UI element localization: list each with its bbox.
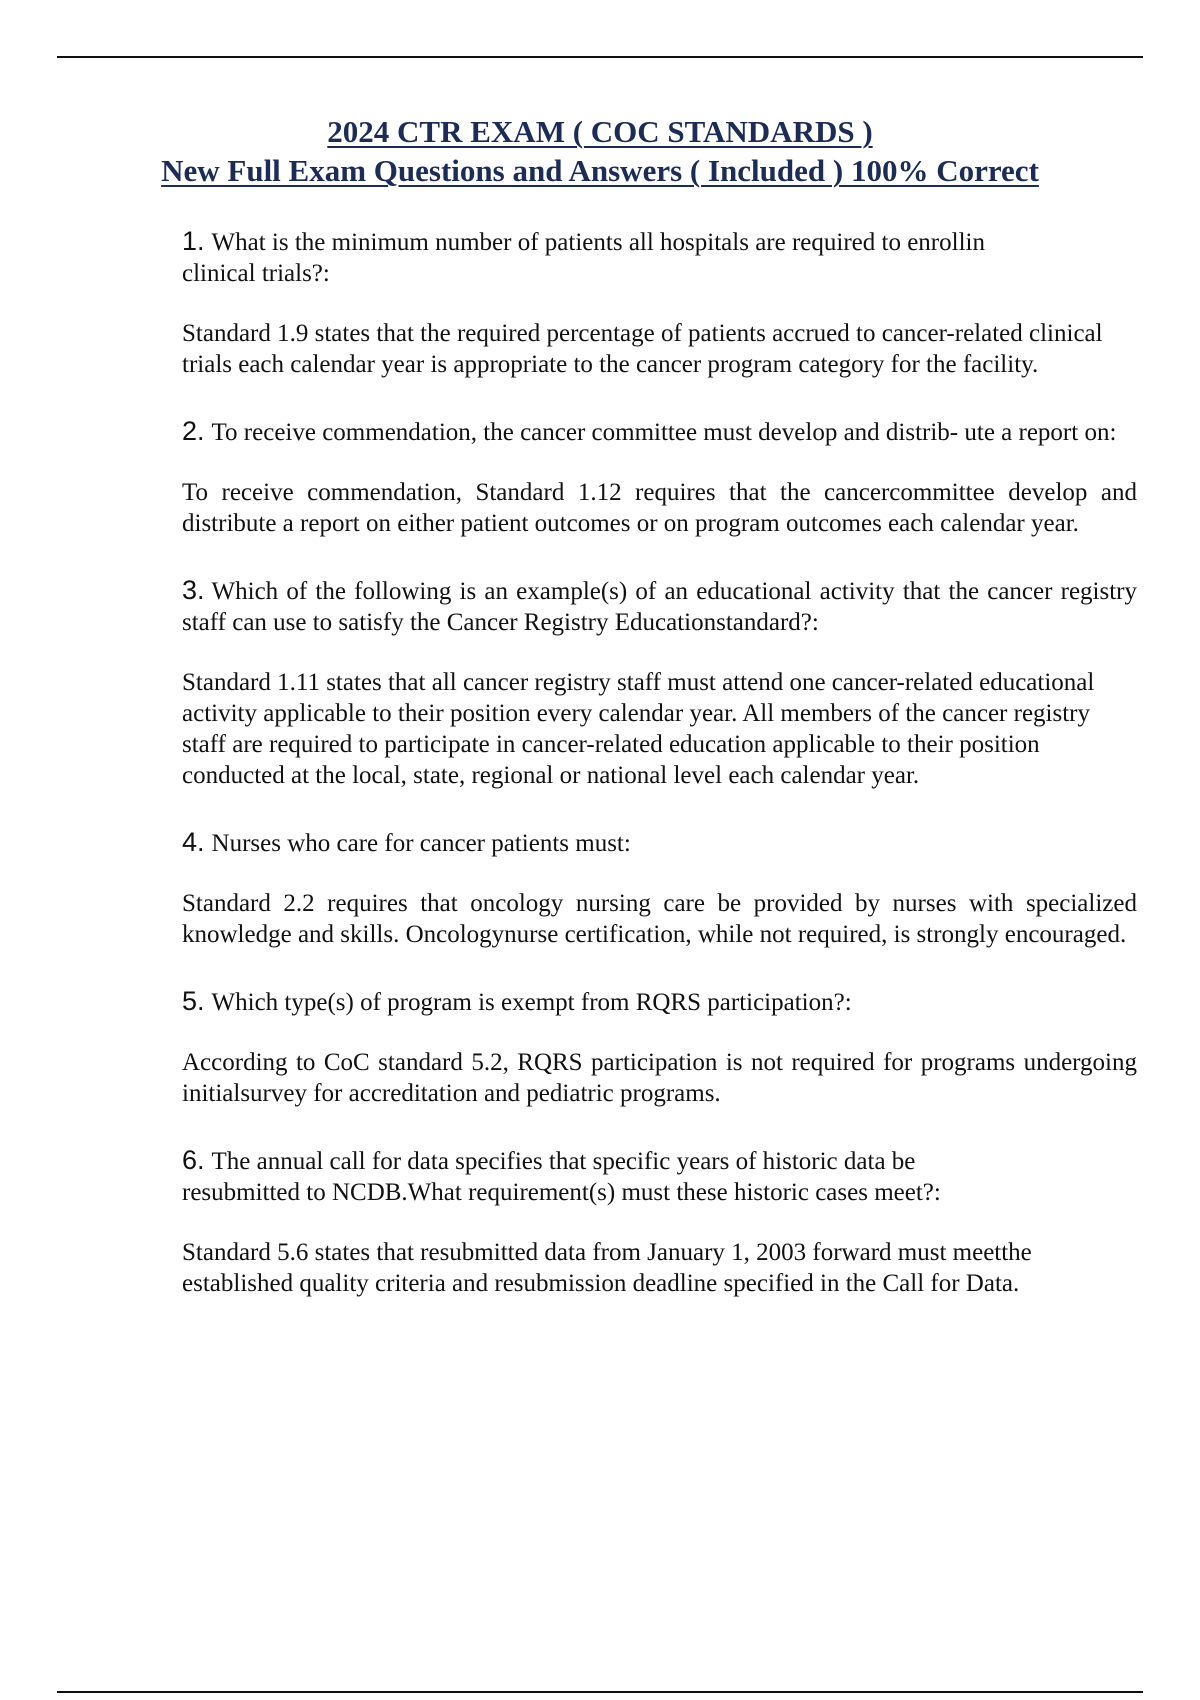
document-title xyxy=(0,112,1200,190)
question-number: 3. xyxy=(182,575,205,605)
question-number: 6. xyxy=(182,1145,205,1175)
qa-list xyxy=(182,226,1137,1335)
question-number: 1. xyxy=(182,226,205,256)
answer-text: To receive commendation, Standard 1.12 requires that the cancercommittee develop and distribute a report on either patient outcomes or on program outcomes each calendar year. xyxy=(182,479,1137,537)
answer-text: Standard 1.9 states that the required percentage of patients accrued to cancer-related clinical trials each calendar year is appropriate to the cancer program category for the facility. xyxy=(182,320,1103,378)
question-number: 2. xyxy=(182,416,205,446)
question-text: 6. The annual call for data specifies that specific years of historic data be resubmitted to NCDB.What requirement(s) must these historic cases meet?: xyxy=(182,1145,941,1206)
question-text: 4. Nurses who care for cancer patients must: xyxy=(182,827,631,857)
question-text: 2. To receive commendation, the cancer committee must develop and distrib- ute a report on: xyxy=(182,416,1117,446)
answer-text: Standard 1.11 states that all cancer registry staff must attend one cancer-related educational activity applicable to their position every calendar year. All members of the cancer registry staff are required to participate in cancer-related education applicable to their position conducted at the local, state, regional or national level each calendar year. xyxy=(182,669,1095,789)
question-text: 1. What is the minimum number of patients all hospitals are required to enrollin clinical trials?: xyxy=(182,226,985,287)
top-rule xyxy=(57,56,1143,58)
title-line-1: 2024 CTR EXAM ( COC STANDARDS ) xyxy=(327,114,873,149)
qa-item-1 xyxy=(182,226,1137,380)
qa-item-2 xyxy=(182,416,1137,539)
question-number: 4. xyxy=(182,827,205,857)
bottom-rule xyxy=(57,1691,1143,1693)
qa-item-4 xyxy=(182,827,1137,950)
answer-text: Standard 5.6 states that resubmitted data from January 1, 2003 forward must meetthe established quality criteria and resubmission deadline specified in the Call for Data. xyxy=(182,1239,1032,1297)
question-number: 5. xyxy=(182,986,205,1016)
answer-text: Standard 2.2 requires that oncology nursing care be provided by nurses with specialized knowledge and skills. Oncologynurse certification, while not required, is strongly encouraged. xyxy=(182,890,1137,948)
qa-item-3 xyxy=(182,575,1137,791)
question-text: 5. Which type(s) of program is exempt from RQRS participation?: xyxy=(182,986,852,1016)
qa-item-5 xyxy=(182,986,1137,1109)
answer-text: According to CoC standard 5.2, RQRS participation is not required for programs undergoing initialsurvey for accreditation and pediatric programs. xyxy=(182,1049,1137,1107)
qa-item-6 xyxy=(182,1145,1137,1299)
question-text: 3. Which of the following is an example(s) of an educational activity that the cancer registry staff can use to satisfy the Cancer Registry Educationstandard?: xyxy=(182,575,1137,636)
title-line-2: New Full Exam Questions and Answers ( Included ) 100% Correct xyxy=(161,153,1039,188)
